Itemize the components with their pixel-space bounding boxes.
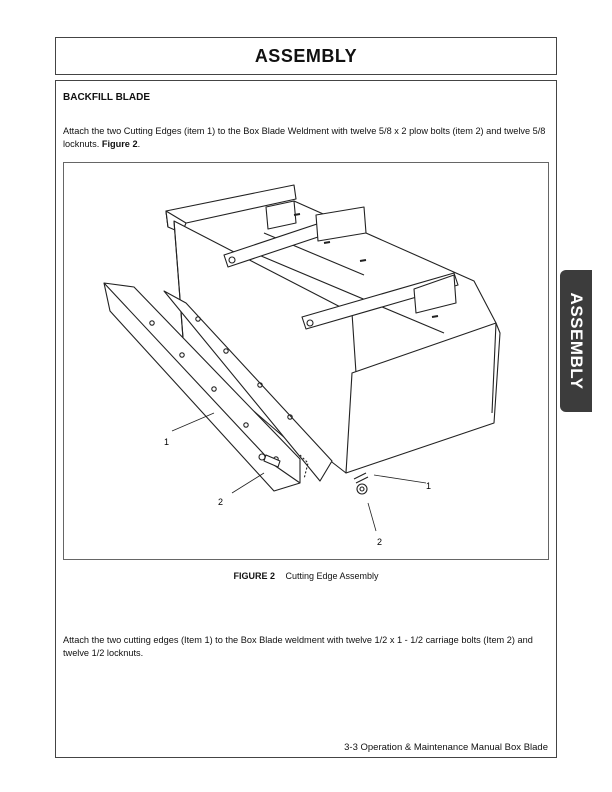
callout-right-edge: 1 bbox=[426, 481, 432, 491]
figure-reference: Figure 2 bbox=[101, 139, 138, 149]
locknut-right bbox=[354, 473, 368, 494]
callout-left-bolt: 2 bbox=[218, 497, 224, 507]
figure-box bbox=[63, 162, 549, 560]
header-box bbox=[55, 37, 557, 75]
intro-paragraph: Attach the two Cutting Edges (item 1) to the Box Blade Weldment with twelve 5/8 x 2 plow bolts (item 2) and twelve 5/8 locknuts. Figure 2. bbox=[63, 126, 546, 149]
side-tab-label: ASSEMBLY bbox=[567, 292, 586, 390]
figure-caption-text: Cutting Edge Assembly bbox=[285, 571, 379, 581]
page-title: ASSEMBLY bbox=[254, 45, 358, 66]
section-heading: BACKFILL BLADE bbox=[63, 92, 151, 103]
second-paragraph: Attach the two cutting edges (Item 1) to the Box Blade weldment with twelve 1/2 x 1 - 1/2 carriage bolts (Item 2) and twelve 1/2 locknuts. bbox=[63, 635, 533, 658]
right-side-plate bbox=[346, 323, 500, 473]
figure-caption bbox=[0, 571, 612, 581]
callout-right-bolt: 2 bbox=[377, 537, 383, 547]
callout-left-edge: 1 bbox=[164, 437, 170, 447]
footer: 3-3 Operation & Maintenance Manual Box Blade bbox=[344, 742, 548, 753]
intro-text: Attach the two Cutting Edges (item 1) to the Box Blade Weldment with twelve 5/8 x 2 plow bolts (item 2) and twelve 5/8 locknuts. bbox=[63, 126, 546, 149]
hitch-upright-right bbox=[316, 207, 366, 241]
hitch-upright-left bbox=[266, 201, 296, 229]
cutting-edge-illustration bbox=[64, 163, 550, 561]
figure-label: FIGURE 2 bbox=[233, 571, 275, 581]
side-tab bbox=[560, 270, 592, 412]
